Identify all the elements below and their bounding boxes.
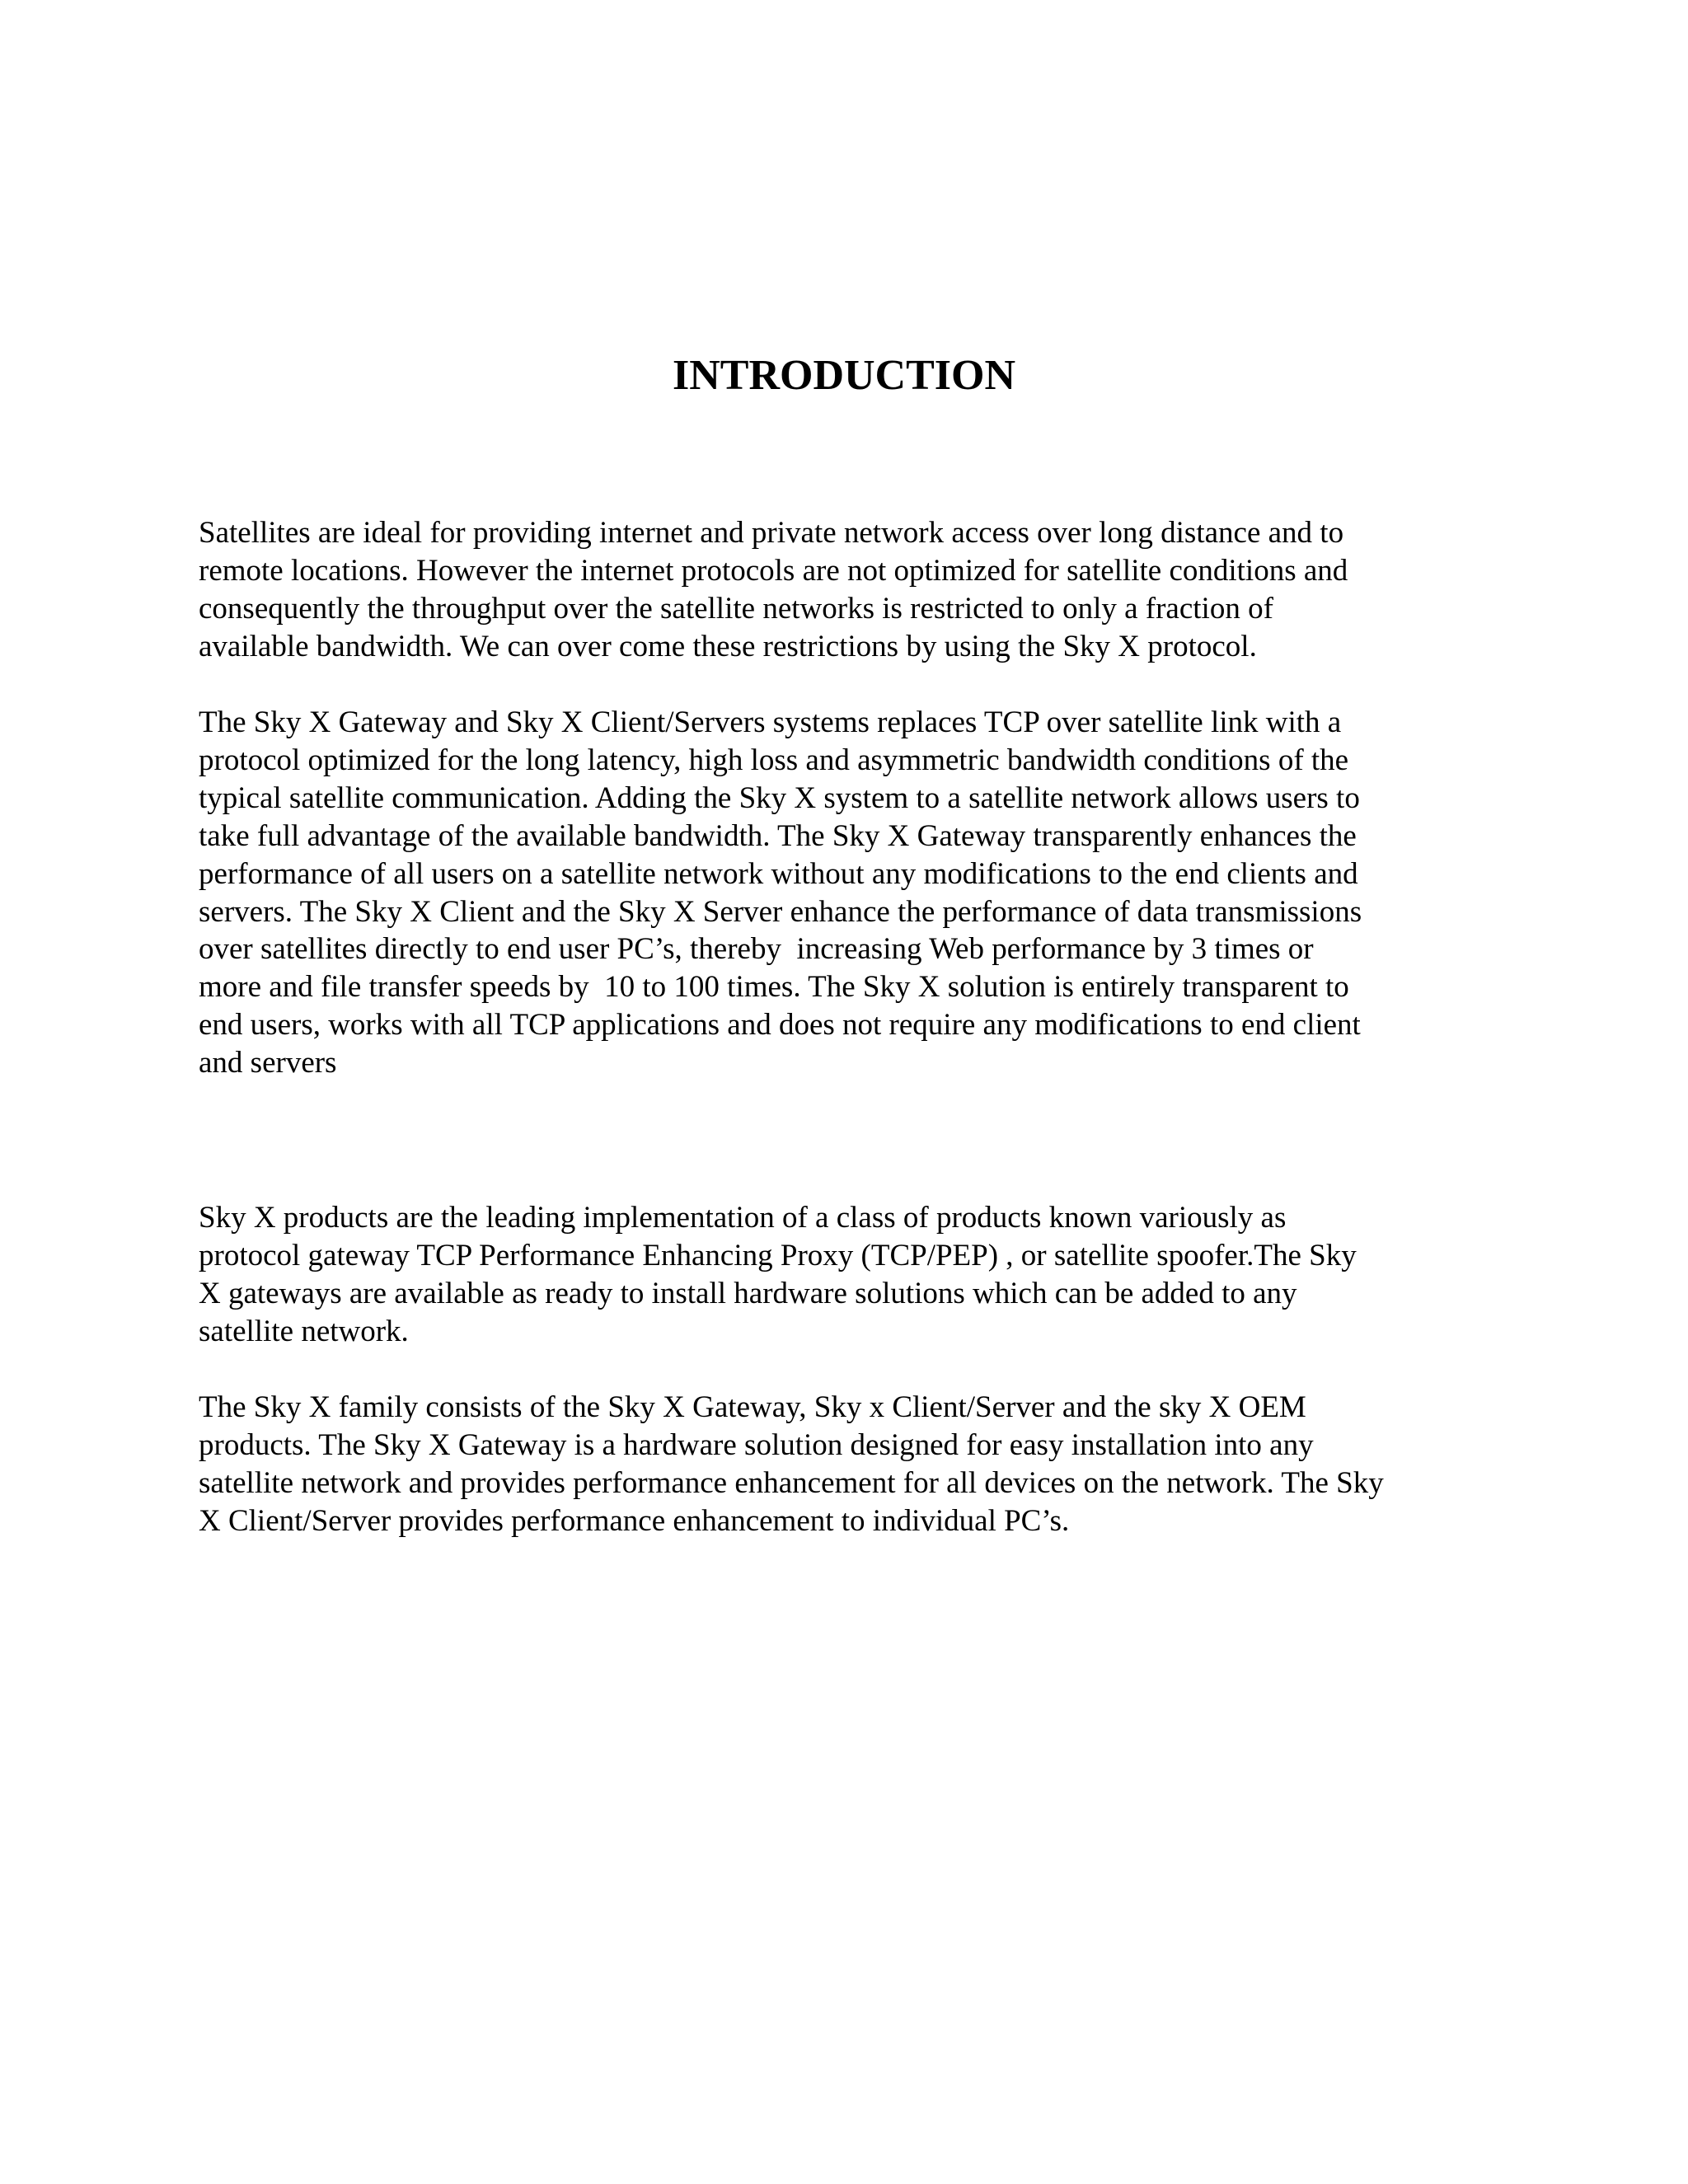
text-line: remote locations. However the internet protocols are not optimized for satellite conditions and bbox=[199, 553, 1348, 588]
text-line: more and file transfer speeds by 10 to 100 times. The Sky X solution is entirely transparent to bbox=[199, 970, 1349, 1005]
text-line: end users, works with all TCP applications and does not require any modifications to end client bbox=[199, 1008, 1361, 1043]
page-title: INTRODUCTION bbox=[672, 352, 1016, 399]
paragraph-skyx-family bbox=[199, 1389, 1501, 1540]
text-line: consequently the throughput over the satellite networks is restricted to only a fraction of bbox=[199, 591, 1273, 626]
paragraph-skyx-gateway bbox=[199, 704, 1501, 1082]
text-line: The Sky X family consists of the Sky X Gateway, Sky x Client/Server and the sky X OEM bbox=[199, 1390, 1306, 1424]
text-line: X gateways are available as ready to install hardware solutions which can be added to any bbox=[199, 1276, 1297, 1310]
text-line: The Sky X Gateway and Sky X Client/Servers systems replaces TCP over satellite link with a bbox=[199, 705, 1342, 739]
text-line: take full advantage of the available bandwidth. The Sky X Gateway transparently enhances the bbox=[199, 818, 1357, 853]
text-line: typical satellite communication. Adding the Sky X system to a satellite network allows users to bbox=[199, 780, 1360, 815]
text-line: Sky X products are the leading implementation of a class of products known variously as bbox=[199, 1201, 1287, 1235]
paragraph-skyx-products bbox=[199, 1199, 1501, 1351]
text-line: servers. The Sky X Client and the Sky X Server enhance the performance of data transmissions bbox=[199, 894, 1362, 929]
text-line: Satellites are ideal for providing internet and private network access over long distance and to bbox=[199, 516, 1344, 550]
text-line: over satellites directly to end user PC’s, thereby increasing Web performance by 3 times or bbox=[199, 932, 1314, 967]
text-line: performance of all users on a satellite network without any modifications to the end clients and bbox=[199, 856, 1358, 891]
text-line: protocol gateway TCP Performance Enhancing Proxy (TCP/PEP) , or satellite spoofer.The Sky bbox=[199, 1238, 1357, 1272]
paragraph-satellite-overview bbox=[199, 514, 1501, 666]
text-line: and servers bbox=[199, 1046, 337, 1080]
text-line: protocol optimized for the long latency, high loss and asymmetric bandwidth conditions of the bbox=[199, 743, 1349, 777]
text-line: satellite network. bbox=[199, 1314, 409, 1348]
text-line: available bandwidth. We can over come these restrictions by using the Sky X protocol. bbox=[199, 629, 1257, 663]
text-line: products. The Sky X Gateway is a hardware solution designed for easy installation into any bbox=[199, 1427, 1314, 1462]
text-line: satellite network and provides performance enhancement for all devices on the network. The Sky bbox=[199, 1465, 1384, 1500]
text-line: X Client/Server provides performance enhancement to individual PC’s. bbox=[199, 1503, 1070, 1538]
